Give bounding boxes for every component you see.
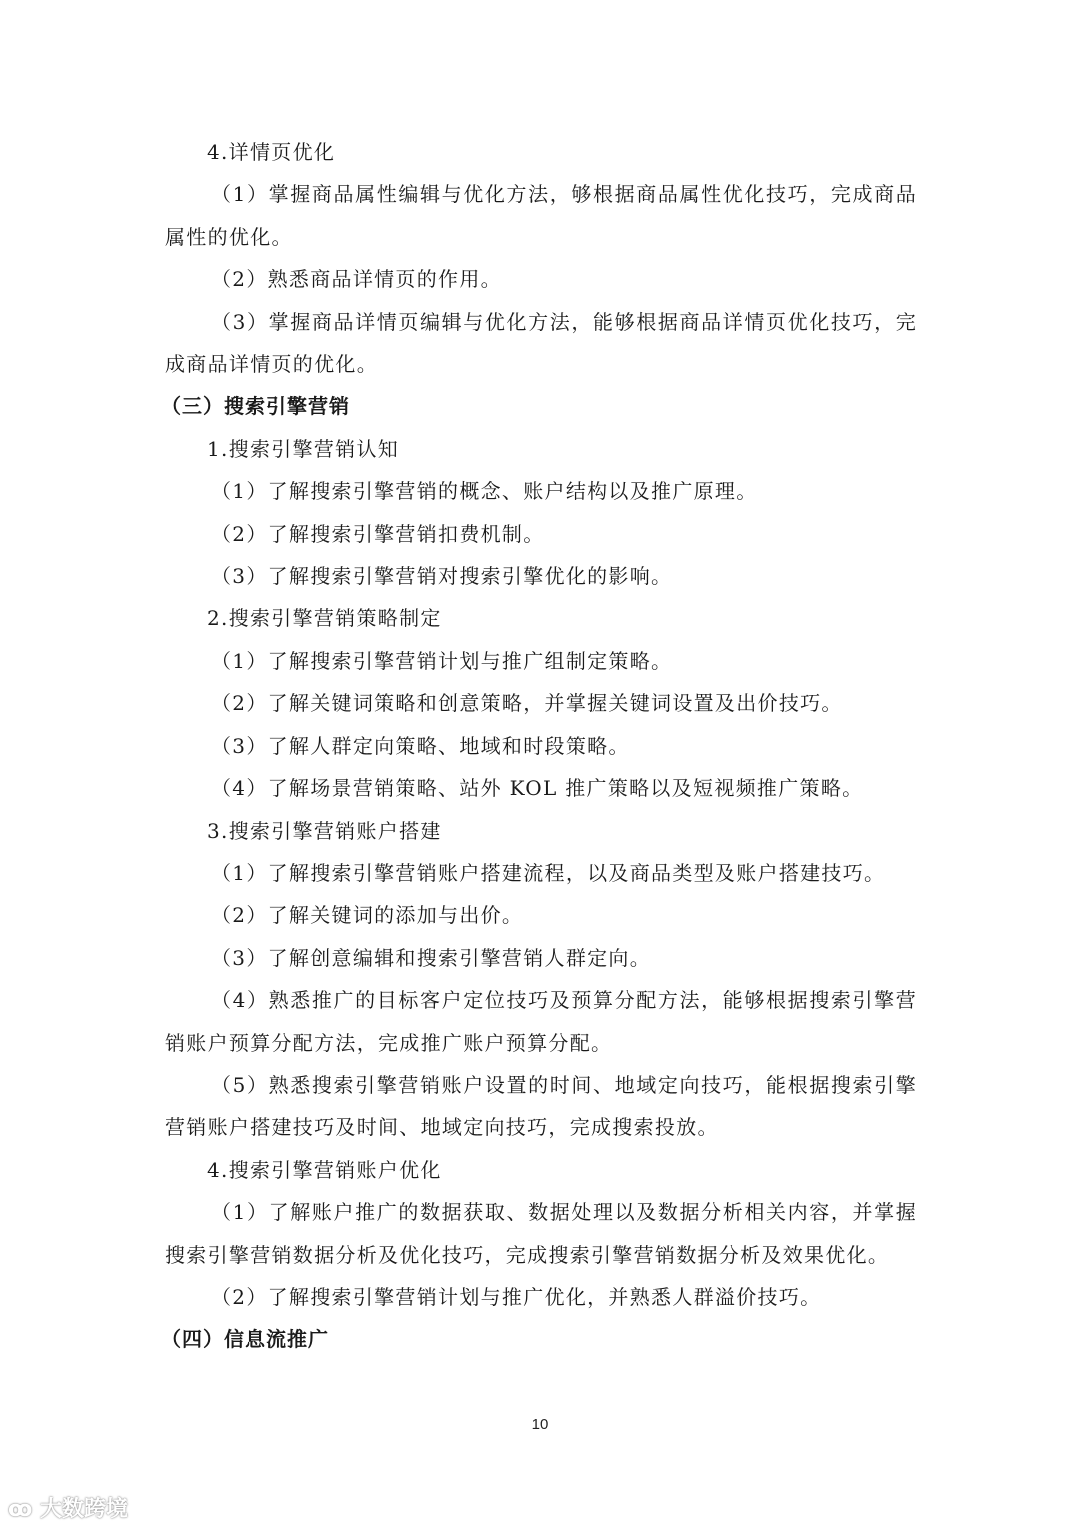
list-item: （2）了解搜索引擎营销计划与推广优化，并熟悉人群溢价技巧。 [211, 1284, 822, 1309]
list-item: （3）了解搜索引擎营销对搜索引擎优化的影响。 [211, 564, 673, 589]
subsection-title: 4.详情页优化 [207, 140, 336, 164]
list-item: （3）掌握商品详情页编辑与优化方法，能够根据商品详情页优化技巧，完成商品详情页的优化。 [165, 309, 917, 377]
subsection-title: 4.搜索引擎营销账户优化 [207, 1157, 442, 1182]
subsection-title: 3.搜索引擎营销账户搭建 [207, 818, 442, 843]
subsection-title: 1.搜索引擎营销认知 [207, 436, 400, 461]
list-item: （1）了解账户推广的数据获取、数据处理以及数据分析相关内容，并掌握搜索引擎营销数据分析及优化技巧，完成搜索引擎营销数据分析及效果优化。 [165, 1200, 917, 1267]
section-heading: （四）信息流推广 [161, 1327, 329, 1352]
subsection-title: 2.搜索引擎营销策略制定 [207, 606, 442, 631]
list-item: （5）熟悉搜索引擎营销账户设置的时间、地域定向技巧，能根据搜索引擎营销账户搭建技巧及时间、地域定向技巧，完成搜索投放。 [165, 1072, 917, 1140]
list-item: （1）了解搜索引擎营销计划与推广组制定策略。 [211, 648, 673, 673]
list-item: （1）掌握商品属性编辑与优化方法，够根据商品属性优化技巧，完成商品属性的优化。 [165, 182, 917, 249]
section-heading: （三）搜索引擎营销 [161, 394, 350, 419]
watermark-logo: ꝏ 大数跨境 [8, 1497, 129, 1522]
list-item: （2）熟悉商品详情页的作用。 [211, 267, 502, 292]
page-number: 10 [531, 1416, 549, 1433]
list-item: （2）了解搜索引擎营销扣费机制。 [211, 521, 545, 546]
list-item: （1）了解搜索引擎营销账户搭建流程，以及商品类型及账户搭建技巧。 [211, 860, 886, 885]
list-item: （2）了解关键词策略和创意策略，并掌握关键词设置及出价技巧。 [211, 691, 843, 716]
document-body [161, 131, 917, 1361]
list-item: （4）了解场景营销策略、站外 KOL 推广策略以及短视频推广策略。 [211, 776, 864, 801]
list-item: （4）熟悉推广的目标客户定位技巧及预算分配方法，能够根据搜索引擎营销账户预算分配方法，完成推广账户预算分配。 [165, 988, 917, 1055]
list-item: （3）了解创意编辑和搜索引擎营销人群定向。 [211, 945, 652, 970]
list-item: （3）了解人群定向策略、地域和时段策略。 [211, 733, 630, 758]
list-item: （2）了解关键词的添加与出价。 [211, 903, 524, 928]
watermark-text: 大数跨境 [40, 1497, 129, 1522]
list-item: （1）了解搜索引擎营销的概念、账户结构以及推广原理。 [211, 479, 758, 504]
